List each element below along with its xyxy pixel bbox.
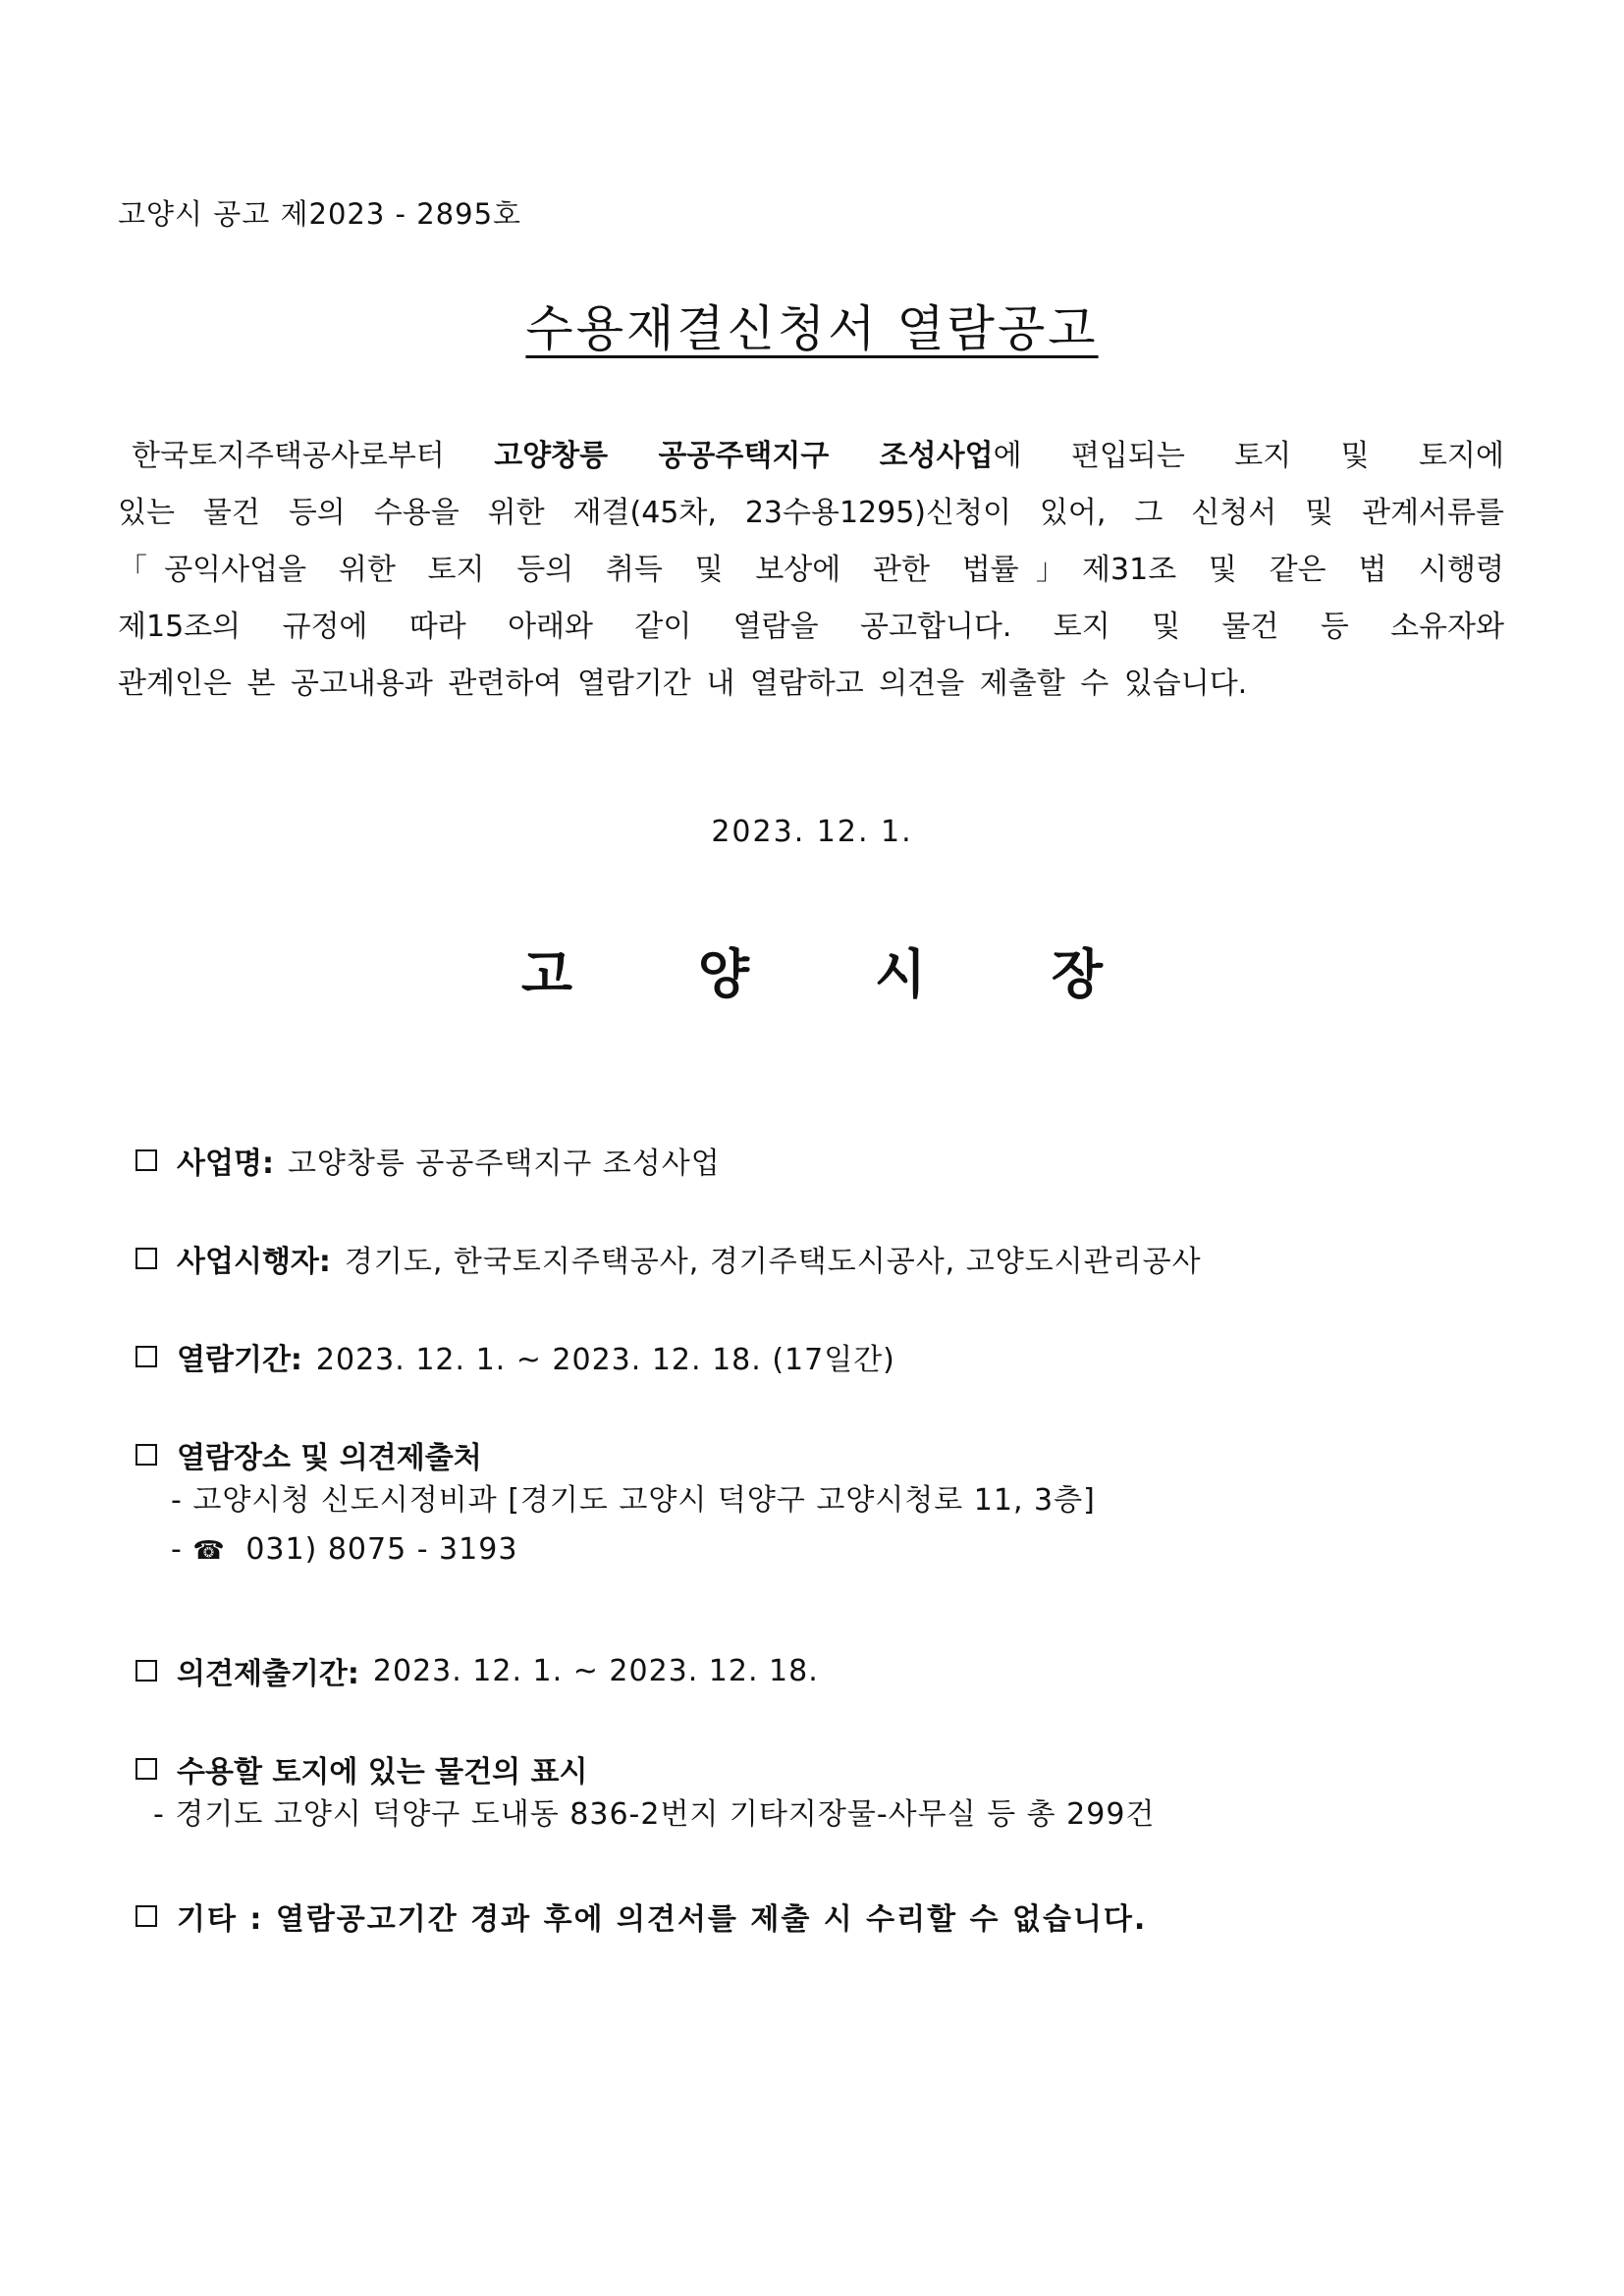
item-objects <box>135 1747 1530 1895</box>
checkbox-icon <box>135 1758 157 1780</box>
item-operator <box>135 1237 1530 1335</box>
phone-icon: ☎ <box>192 1536 226 1566</box>
item-other <box>135 1895 1530 1953</box>
project-name-inline: 고양창릉 공공주택지구 조성사업 <box>494 439 994 473</box>
signer-char: 양 <box>697 943 750 1005</box>
notice-date: 2023. 12. 1. <box>711 815 913 849</box>
checkbox-icon <box>135 1149 157 1171</box>
checkbox-icon <box>135 1660 157 1682</box>
item-label: 기타 : 열람공고기간 경과 후에 의견서를 제출 시 수리할 수 없습니다. <box>177 1902 1148 1937</box>
signer <box>0 933 1624 1008</box>
checkbox-icon <box>135 1444 157 1466</box>
checkbox-icon <box>135 1248 157 1269</box>
notice-body <box>118 428 1504 713</box>
document-title-text: 수용재결신청서 열람공고 <box>525 300 1099 357</box>
item-inspection-place <box>135 1433 1530 1649</box>
notice-number: 고양시 공고 제2023 - 2895호 <box>118 197 522 231</box>
phone-prefix: - <box>171 1532 183 1567</box>
item-label: 열람기간: <box>177 1343 302 1377</box>
item-opinion-period <box>135 1649 1530 1747</box>
body-line-1-pre: 한국토지주택공사로부터 <box>132 439 495 473</box>
signer-char: 고 <box>520 943 573 1005</box>
notice-items <box>135 1139 1530 1953</box>
item-label: 의견제출기간: <box>177 1657 359 1691</box>
objects-description: - 경기도 고양시 덕양구 도내동 836-2번지 기타지장물-사무실 등 총 299건 <box>153 1797 1156 1832</box>
item-label: 수용할 토지에 있는 물건의 표시 <box>177 1755 588 1789</box>
body-line-4: 제15조의 규정에 따라 아래와 같이 열람을 공고합니다. 토지 및 물건 등 소유자와 <box>118 610 1504 644</box>
body-line-5: 관계인은 본 공고내용과 관련하여 열람기간 내 열람하고 의견을 제출할 수 있습니다. <box>118 667 1248 701</box>
checkbox-icon <box>135 1346 157 1367</box>
body-line-1-post: 에 편입되는 토지 및 토지에 <box>993 439 1504 473</box>
item-value: 고양창릉 공공주택지구 조성사업 <box>287 1147 721 1181</box>
body-line-3: 「공익사업을 위한 토지 등의 취득 및 보상에 관한 법률」제31조 및 같은 법 시행령 <box>118 553 1504 587</box>
signer-char: 시 <box>874 943 927 1005</box>
item-value: 경기도, 한국토지주택공사, 경기주택도시공사, 고양도시관리공사 <box>344 1245 1202 1279</box>
body-line-1 <box>118 428 1504 485</box>
document-title <box>0 294 1624 363</box>
item-label: 열람장소 및 의견제출처 <box>177 1441 482 1475</box>
signer-char: 장 <box>1051 943 1104 1005</box>
phone-number: 031) 8075 - 3193 <box>245 1532 518 1567</box>
inspection-place-address: - 고양시청 신도시정비과 [경기도 고양시 덕양구 고양시청로 11, 3층] <box>171 1483 1096 1518</box>
item-label: 사업시행자: <box>177 1245 331 1279</box>
body-line-2: 있는 물건 등의 수용을 위한 재결(45차, 23수용1295)신청이 있어, 그 신청서 및 관계서류를 <box>118 496 1504 530</box>
item-value: 2023. 12. 1. ~ 2023. 12. 18. (17일간) <box>315 1343 895 1377</box>
item-label: 사업명: <box>177 1147 274 1181</box>
item-project-name <box>135 1139 1530 1237</box>
item-inspection-period <box>135 1335 1530 1433</box>
item-value: 2023. 12. 1. ~ 2023. 12. 18. <box>372 1653 819 1688</box>
inspection-place-phone <box>135 1525 1530 1575</box>
checkbox-icon <box>135 1905 157 1927</box>
